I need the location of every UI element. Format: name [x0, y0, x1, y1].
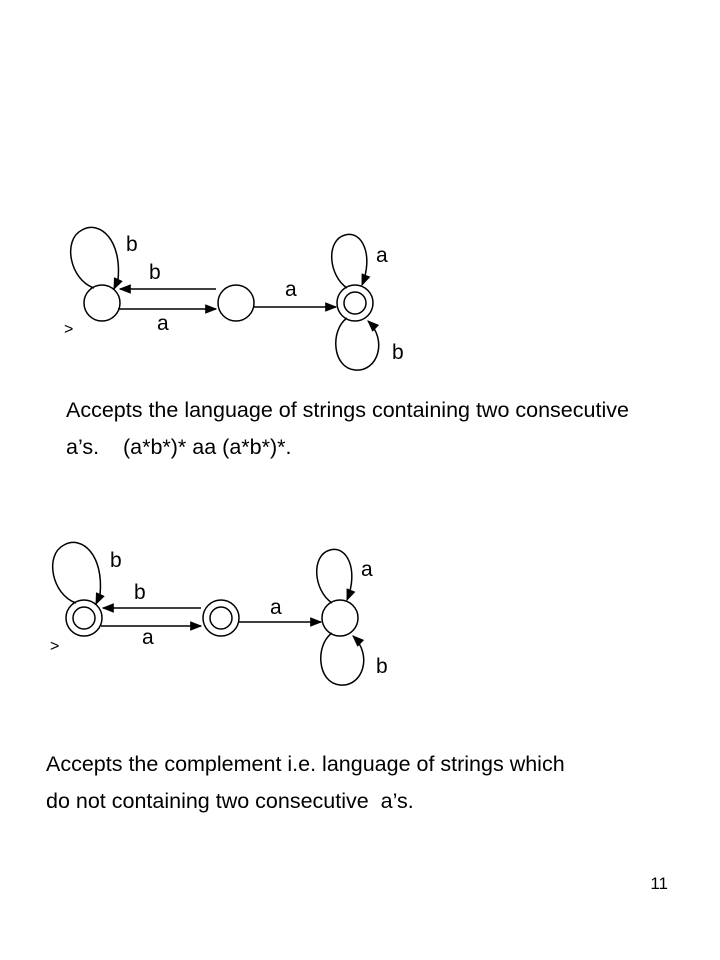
dfa-diagram-svg — [0, 525, 720, 705]
caption-line-1: Accepts the language of strings containing two consecutive — [66, 398, 629, 422]
caption-line-2: a’s. (a*b*)* aa (a*b*)*. — [66, 435, 292, 459]
loop-q2-bottom — [321, 633, 364, 685]
start-marker: > — [50, 638, 60, 655]
loop-q2-top — [317, 549, 352, 603]
start-marker: > — [64, 321, 74, 338]
label-edge-forward: a — [142, 626, 154, 649]
loop-q0 — [71, 227, 119, 289]
label-edge-back: b — [134, 581, 146, 604]
label-loop-final-top: a — [361, 558, 373, 581]
state-q2 — [322, 600, 358, 636]
state-q2 — [337, 285, 373, 321]
state-q0 — [66, 600, 102, 636]
state-q0-accepting-ring — [73, 607, 95, 629]
label-edge-to-final: a — [270, 596, 282, 619]
label-loop-q0: b — [110, 549, 122, 572]
label-edge-forward: a — [157, 312, 169, 335]
caption-consecutive-a — [66, 392, 629, 466]
page-number: 11 — [650, 874, 668, 893]
loop-q2-bottom — [336, 318, 379, 370]
label-loop-q0: b — [126, 233, 138, 256]
state-q1 — [203, 600, 239, 636]
state-q1 — [218, 285, 254, 321]
dfa-diagram-svg — [0, 210, 720, 390]
dfa-diagram-complement — [0, 525, 720, 705]
loop-q0 — [53, 542, 101, 604]
label-edge-to-final: a — [285, 278, 297, 301]
caption-line-1: Accepts the complement i.e. language of strings which — [46, 752, 565, 776]
state-q0 — [84, 285, 120, 321]
caption-line-2: do not containing two consecutive a’s. — [46, 789, 414, 813]
state-q1-accepting-ring — [210, 607, 232, 629]
label-loop-final-top: a — [376, 244, 388, 267]
state-q2-accepting-ring — [344, 292, 366, 314]
label-edge-back: b — [149, 261, 161, 284]
label-loop-final-bottom: b — [376, 655, 388, 678]
label-loop-final-bottom: b — [392, 341, 404, 364]
dfa-diagram-consecutive-a — [0, 210, 720, 390]
loop-q2-top — [332, 234, 367, 288]
caption-complement — [46, 746, 565, 820]
